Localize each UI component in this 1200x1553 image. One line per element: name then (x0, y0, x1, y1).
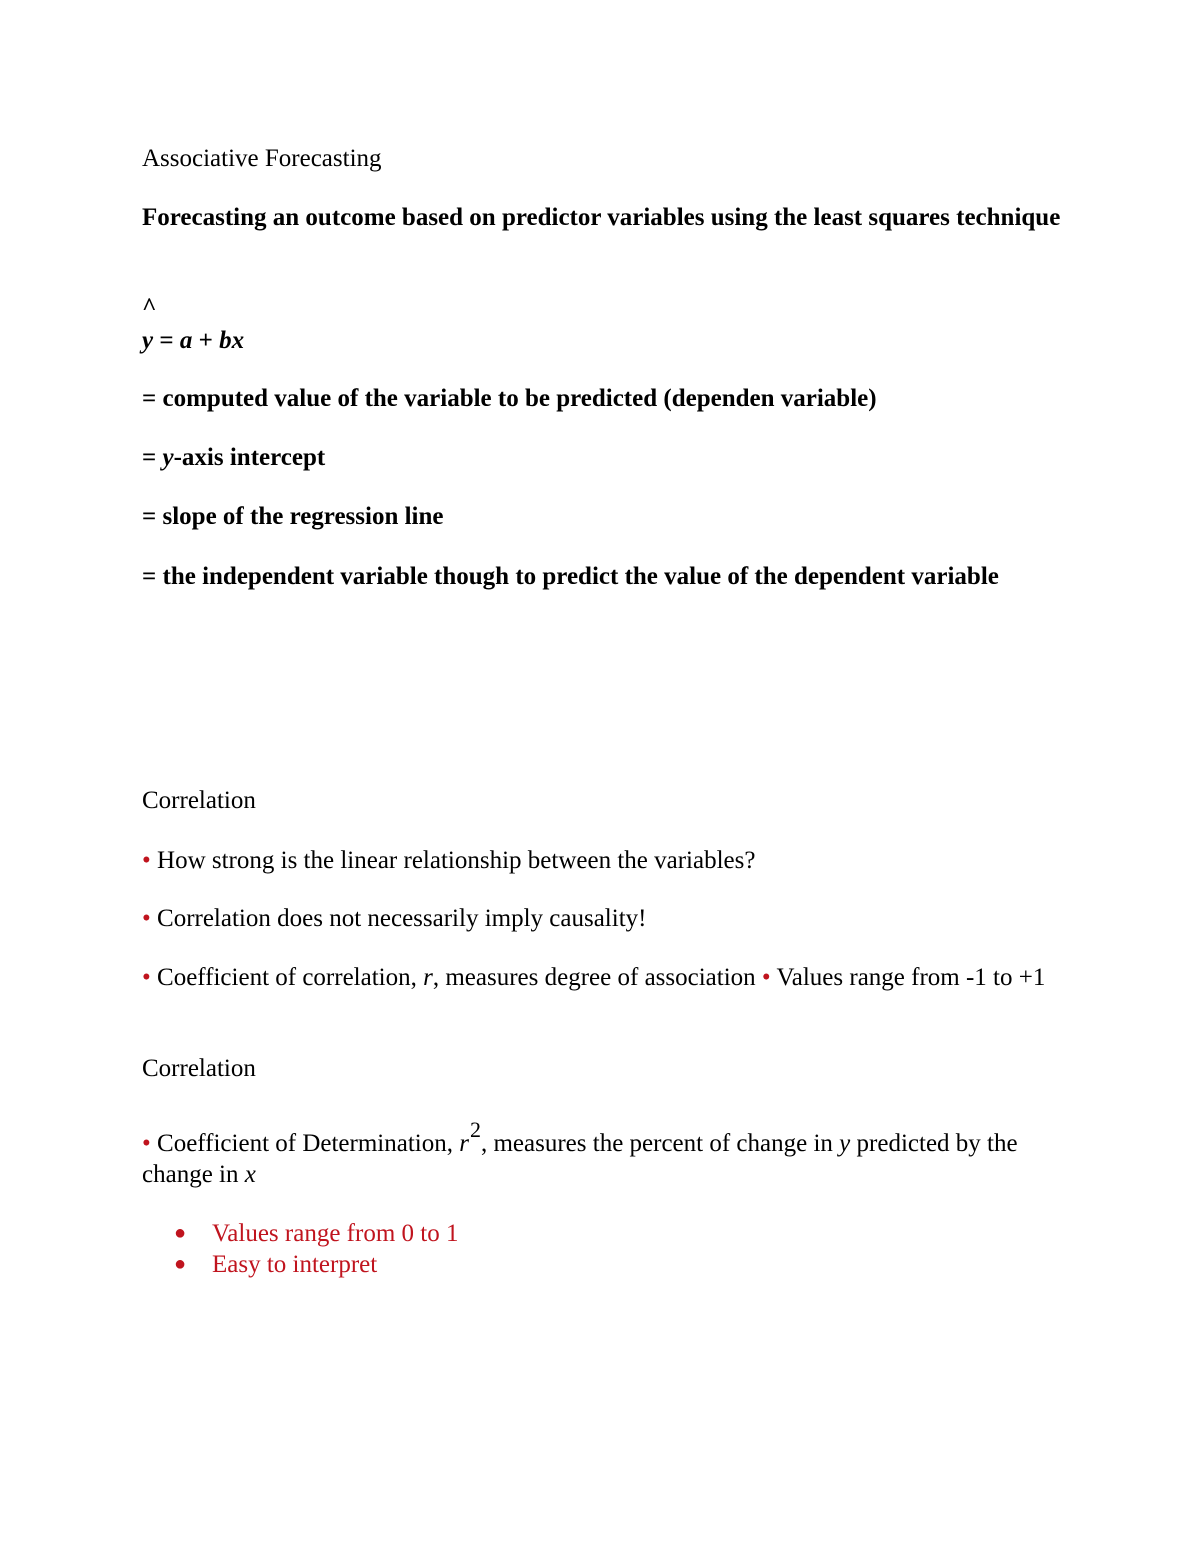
item-3-r: r (423, 964, 433, 991)
det-text-b: , measures the percent of change in (480, 1130, 840, 1157)
page-title: Associative Forecasting (142, 145, 382, 172)
bullet-icon: • (142, 1130, 151, 1157)
red-bullet-list (142, 1218, 458, 1280)
hat-symbol: ^ (142, 294, 157, 321)
correlation-item-3 (142, 962, 1057, 993)
item-3-text-a: Coefficient of correlation, (150, 964, 424, 991)
regression-formula (142, 325, 244, 356)
intercept-prefix: = (142, 444, 163, 471)
correlation-heading-1: Correlation (142, 787, 256, 814)
item-3-text-b: , measures degree of association (432, 964, 762, 991)
list-item (142, 1218, 458, 1249)
intercept-var: y (162, 444, 174, 471)
correlation-item-2 (142, 903, 646, 934)
formula-y: y (142, 327, 154, 354)
subtitle: Forecasting an outcome based on predictor variables using the least squares technique (142, 204, 1061, 231)
list-item-text: Easy to interpret (212, 1251, 378, 1278)
determination-item (142, 1117, 1062, 1190)
intercept-rest: -axis intercept (173, 444, 326, 471)
det-text-c: predicted by the change in (142, 1130, 1018, 1188)
det-y: y (839, 1130, 851, 1157)
bullet-icon: • (142, 964, 151, 991)
bullet-dot-icon: ● (174, 1222, 187, 1244)
list-item-text: Values range from 0 to 1 (212, 1220, 459, 1247)
det-x: x (244, 1161, 256, 1188)
list-item (142, 1249, 458, 1280)
definition-intercept (142, 442, 325, 473)
det-r: r (459, 1130, 469, 1157)
bullet-icon: • (142, 905, 151, 932)
definition-slope: = slope of the regression line (142, 503, 444, 530)
correlation-heading-2: Correlation (142, 1055, 256, 1082)
formula-bx: bx (219, 327, 245, 354)
det-superscript: 2 (469, 1117, 481, 1142)
item-2-text: Correlation does not necessarily imply causality! (150, 905, 647, 932)
item-1-text: How strong is the linear relationship between the variables? (150, 847, 756, 874)
definition-computed: = computed value of the variable to be predicted (dependen variable) (142, 385, 877, 412)
bullet-dot-icon: ● (174, 1253, 187, 1275)
formula-eq: = (153, 327, 180, 354)
definition-independent: = the independent variable though to predict the value of the dependent variable (142, 563, 999, 590)
formula-plus: + (192, 327, 220, 354)
correlation-item-1 (142, 845, 755, 876)
bullet-icon: • (761, 964, 771, 991)
formula-a: a (179, 327, 193, 354)
bullet-icon: • (142, 847, 151, 874)
det-text-a: Coefficient of Determination, (150, 1130, 460, 1157)
item-3-text-c: Values range from -1 to +1 (770, 964, 1046, 991)
